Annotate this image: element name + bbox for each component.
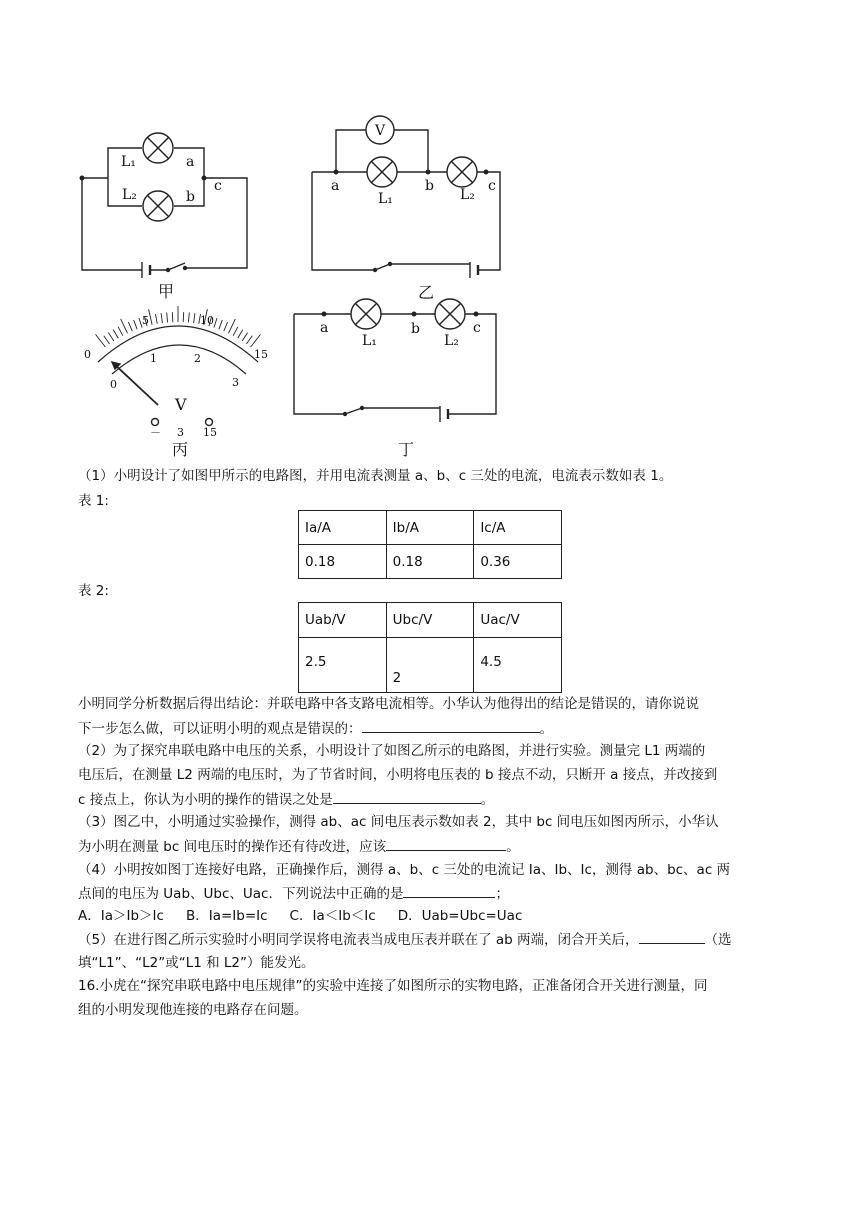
dial-tick [194,313,195,323]
yi-caption: 乙 [418,283,435,302]
dial-tick [121,319,128,333]
ding-label-c: c [473,320,481,336]
ding-label-a: a [320,320,329,336]
bing-terminal-3: 3 [177,426,184,439]
q2-answer-blank[interactable] [333,789,481,804]
dial-tick [118,327,123,336]
ding-label-l2: L₂ [444,333,459,349]
q3-line2-end: 。 [506,839,520,855]
q4-option-c[interactable]: C．Ia＜Ib＜Ic [289,908,376,924]
table2-header-ubc: Ubc/V [386,603,474,638]
table-1 [298,510,562,579]
jia-label-c: c [214,178,222,194]
dial-tick [155,314,157,324]
jia-label-l1: L₁ [121,154,136,170]
q3-line2-text: 为小明在测量 bc 间电压时的操作还有待改进，应该 [78,839,387,855]
q5-line1-end: （选 [704,932,732,948]
figure-jia [82,133,247,278]
jia-label-a: a [186,154,195,170]
bing-unit: V [175,395,187,414]
q4-line2-end: ； [495,886,509,902]
q5-line2: 填“L1”、“L2”或“L1 和 L2”）能发光。 [78,955,315,971]
dial-tick [219,320,222,329]
dial-tick [149,309,153,325]
bing-caption: 丙 [172,440,189,459]
q4-answer-blank[interactable] [403,883,495,898]
q2-line1: （2）为了探究串联电路中电压的关系，小明设计了如图乙所示的电路图，并进行实验。测量完 L1 两端的 [78,743,706,759]
table-2 [298,602,562,693]
table1-cell-ic: 0.36 [474,545,562,579]
jia-label-b: b [186,189,195,205]
yi-label-l1: L₁ [378,191,393,207]
q2-line3-end: 。 [480,792,495,808]
table2-cell-ubc: 2 [386,638,474,693]
q2-line3-text: c 接点上，你认为小明的操作的错误之处是 [78,792,333,808]
table1-header-ia: Ia/A [299,511,387,545]
dial-tick [161,313,162,323]
q5-line1 [78,929,732,950]
q3-line2 [78,836,520,857]
yi-label-a: a [331,178,340,194]
yi-label-l2: L₂ [460,187,475,203]
dial-tick [233,327,238,336]
q5-line1-text: （5）在进行图乙所示实验时小明同学误将电流表当成电压表并联在了 ab 两端，闭合开关后， [78,932,639,948]
q16-line1: 16.小虎在“探究串联电路中电压规律”的实验中连接了如图所示的实物电路，正准备闭合开关进行测量，同 [78,978,708,994]
jia-caption: 甲 [158,282,175,301]
dial-tick [246,336,252,344]
q1-analysis-line2 [78,718,553,739]
table1-header-ic: Ic/A [474,511,562,545]
table2-header-uac: Uac/V [474,603,562,638]
ding-label-b: b [411,321,420,337]
table2-cell-uac: 4.5 [474,638,562,693]
q2-line2: 电压后，在测量 L2 两端的电压时，为了节省时间，小明将电压表的 b 接点不动，只断开 a 接点，并改接到 [78,767,718,783]
q4-option-d[interactable]: D．Uab=Ubc=Uac [397,908,523,924]
q4-option-a[interactable]: A．Ia＞Ib＞Ic [78,908,164,924]
q1-answer-blank[interactable] [362,718,540,733]
q4-line1: （4）小明按如图丁连接好电路，正确操作后，测得 a、b、c 三处的电流记 Ia、Ib、Ic，测得 ab、bc、ac 两 [78,862,731,878]
q1-text: （1）小明设计了如图甲所示的电路图，并用电流表测量 a、b、c 三处的电流，电流表示数如表 1。 [78,468,673,484]
dial-tick [242,333,247,341]
bing-tick-top-15: 15 [254,348,268,361]
dial-tick [134,320,137,329]
q4-line2-text: 点间的电压为 Uab、Ubc、Uac．下列说法中正确的是 [78,886,404,902]
table2-label: 表 2: [78,583,109,599]
dial-tick [224,322,228,331]
table1-label: 表 1: [78,493,109,509]
q5-answer-blank[interactable] [639,929,705,944]
q3-line1: （3）图乙中，小明通过实验操作，测得 ab、ac 间电压表示数如表 2，其中 bc 间电压如图丙所示，小华认 [78,814,719,830]
bing-terminal-15: 15 [203,426,217,439]
bing-terminal-minus: － [150,426,161,439]
dial-tick [238,330,243,339]
ding-caption: 丁 [398,440,415,459]
q4-line2 [78,883,509,904]
bing-tick-bottom-3: 3 [232,376,239,389]
figure-ding [294,299,496,422]
dial-tick [104,336,110,344]
q2-line3 [78,789,494,810]
bing-tick-bottom-2: 2 [194,352,201,365]
dial-tick [188,313,189,323]
bing-tick-bottom-1: 1 [150,352,157,365]
circuit-figures [0,0,860,470]
bing-tick-top-10: 10 [200,314,214,327]
table2-cell-uab: 2.5 [299,638,387,693]
yi-label-b: b [425,178,434,194]
bing-tick-top-0: 0 [84,348,91,361]
jia-label-l2: L₂ [122,187,137,203]
dial-tick [214,318,217,328]
table1-cell-ib: 0.18 [386,545,474,579]
q1-analysis-end: 。 [539,721,553,737]
table2-header-uab: Uab/V [299,603,387,638]
dial-tick [167,313,168,323]
yi-label-v: V [375,123,386,139]
q16-line2: 组的小明发现他连接的电路存在问题。 [78,1002,308,1018]
q1-analysis-text: 下一步怎么做，可以证明小明的观点是错误的： [78,721,362,737]
dial-tick [108,333,113,341]
yi-label-c: c [488,178,496,194]
dial-tick [228,319,235,333]
ding-label-l1: L₁ [362,333,377,349]
q3-answer-blank[interactable] [386,836,506,851]
q4-option-b[interactable]: B．Ia=Ib=Ic [185,908,268,924]
table1-cell-ia: 0.18 [299,545,387,579]
bing-tick-bottom-0: 0 [110,378,117,391]
dial-tick [113,330,118,339]
q1-analysis-line1: 小明同学分析数据后得出结论：并联电路中各支路电流相等。小华认为他得出的结论是错误的，请你说说 [78,696,699,712]
table1-header-ib: Ib/A [386,511,474,545]
dial-tick [128,322,132,331]
bing-tick-top-5: 5 [142,314,149,327]
q4-options [78,906,544,926]
